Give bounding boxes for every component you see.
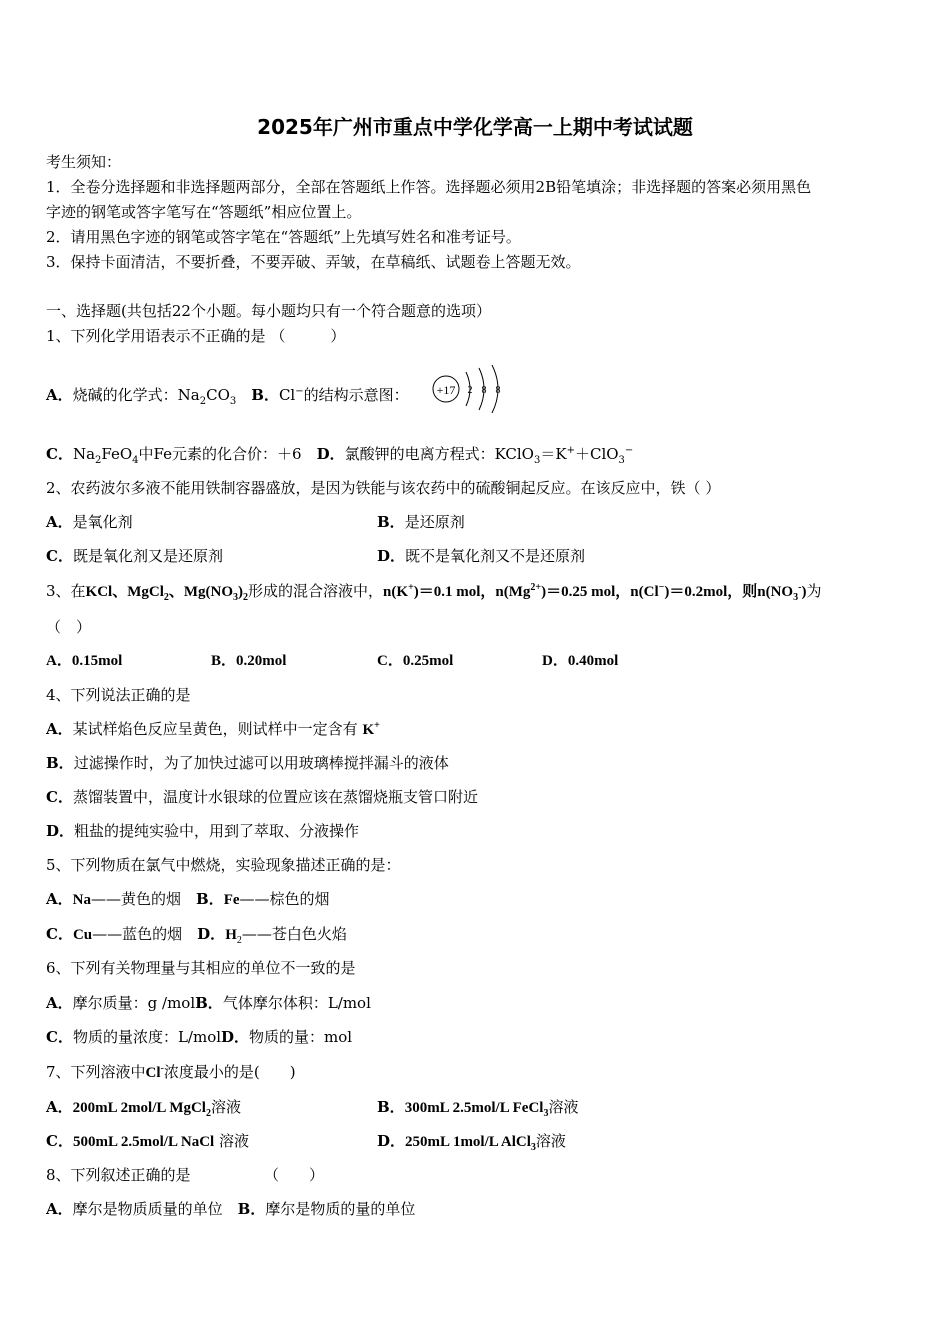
q1-option-cd [46, 444, 633, 464]
q2-option-b: B．是还原剂 [377, 513, 465, 531]
q1-d-sub: 3 [533, 455, 541, 466]
q3-option-c: C．0.25mol [377, 653, 454, 669]
atom-shell-1-count: 2 [467, 385, 473, 396]
q3-paren: （ ） [46, 618, 92, 636]
q1-c-sub2: 4 [132, 455, 139, 466]
notice-heading: 考生须知： [46, 153, 122, 171]
q4-option-c: C．蒸馏装置中，温度计水银球的位置应该在蒸馏烧瓶支管口附近 [46, 788, 478, 806]
q1-d-sup2: − [624, 445, 634, 456]
q3-option-b: B．0.20mol [211, 653, 287, 669]
q1-d-label: D． [316, 445, 345, 463]
q4-option-a: A．某试样焰色反应呈黄色，则试样中一定含有 K+ [46, 720, 380, 738]
q1-b-label: B． [251, 386, 279, 404]
q1-c-text: Na [72, 445, 96, 463]
atom-shell-2-count: 8 [481, 385, 487, 396]
q6-option-cd: C．物质的量浓度：L/molD．物质的量：mol [46, 1028, 353, 1046]
q8-paren: （ ） [264, 1166, 325, 1184]
q7-option-a: A．200mL 2mol/L MgCl$_2$溶液 [46, 1098, 241, 1119]
chloride-ion-structure-diagram [428, 364, 508, 416]
q1-d-mid2: ＋ClO [574, 445, 619, 463]
q1-c-sub1: 2 [95, 455, 102, 466]
q2-stem: 2、农药波尔多液不能用铁制容器盛放，是因为铁能与该农药中的硫酸铜起反应。在该反应中，铁（ ） [46, 479, 721, 497]
q1-a-sub1: 2 [199, 396, 207, 407]
q3-option-a: A．0.15mol [46, 653, 123, 669]
q8-option-ab: A．摩尔是物质质量的单位 B．摩尔是物质的量的单位 [46, 1200, 416, 1218]
notice-line-3: 3．保持卡面清洁，不要折叠，不要弄破、弄皱，在草稿纸、试题卷上答题无效。 [46, 253, 581, 271]
q7-option-d: D．250mL 1mol/L AlCl$_3$溶液 [377, 1132, 566, 1153]
q1-a-tail: CO [206, 386, 230, 404]
q1-c-tail: 中Fe元素的化合价：＋6 [138, 445, 302, 463]
q4-option-b: B．过滤操作时，为了加快过滤可以用玻璃棒搅拌漏斗的液体 [46, 754, 449, 772]
q5-stem: 5、下列物质在氯气中燃烧，实验现象描述正确的是： [46, 856, 401, 874]
q8-stem: 8、下列叙述正确的是 [46, 1166, 191, 1184]
q1-b-text: Cl [278, 386, 296, 404]
q6-option-ab: A．摩尔质量：g /molB．气体摩尔体积：L/mol [46, 994, 371, 1012]
q1-d-sup1: + [566, 445, 575, 456]
atom-nucleus-label: +17 [436, 383, 456, 397]
q1-option-ab [46, 385, 409, 405]
atom-shell-3-count: 8 [495, 385, 501, 396]
section-heading: 一、选择题(共包括22个小题。每小题均只有一个符合题意的选项） [46, 302, 491, 320]
q1-b-sup: − [295, 386, 304, 397]
q7-option-b: B．300mL 2.5mol/L FeCl$_3$溶液 [377, 1098, 579, 1119]
q1-a-text: 烧碱的化学式：Na [72, 386, 200, 404]
q6-stem: 6、下列有关物理量与其相应的单位不一致的是 [46, 959, 356, 977]
q2-option-c: C．既是氧化剂又是还原剂 [46, 547, 223, 565]
q3-stem: 3、在KCl、MgCl$_2$、$Mg(NO_3)_2$形成的混合溶液中，n(K+)＝0.1 mol，$n(Mg^{2+})=0.25$ mol，n(Cl−)＝0.2mol，则$n(NO_3^-)$为 [46, 582, 822, 603]
q2-option-d: D．既不是氧化剂又不是还原剂 [377, 547, 586, 565]
q4-option-d: D．粗盐的提纯实验中，用到了萃取、分液操作 [46, 822, 360, 840]
exam-title: 2025年广州市重点中学化学高一上期中考试试题 [257, 115, 693, 139]
q1-d-sub2: 3 [618, 455, 625, 466]
q1-c-mid: FeO [101, 445, 133, 463]
q7-stem: 7、下列溶液中Cl-浓度最小的是( ) [46, 1063, 296, 1081]
q2-option-a: A．是氧化剂 [46, 513, 133, 531]
q5-option-cd: C．Cu——蓝色的烟 D．$H_2——$苍白色火焰 [46, 925, 347, 946]
q1-d-mid: ＝K [540, 445, 567, 463]
q1-a-sub2: 3 [229, 396, 237, 407]
q3-option-d: D．0.40mol [542, 653, 619, 669]
q1-c-label: C． [46, 445, 73, 463]
q7-option-c: C．500mL 2.5mol/L NaCl 溶液 [46, 1132, 250, 1150]
notice-line-1b: 字迹的钢笔或答字笔写在“答题纸”相应位置上。 [46, 203, 362, 221]
q1-stem: 1、下列化学用语表示不正确的是 （ ） [46, 327, 346, 345]
q1-a-label: A． [46, 386, 73, 404]
q1-b-tail: 的结构示意图： [303, 386, 409, 404]
notice-line-1a: 1．全卷分选择题和非选择题两部分，全部在答题纸上作答。选择题必须用2B铅笔填涂；非选择题的答案必须用黑色 [46, 178, 812, 196]
q5-option-ab: A．Na——黄色的烟 B．Fe——棕色的烟 [46, 890, 330, 908]
q4-stem: 4、下列说法正确的是 [46, 686, 191, 704]
q1-d-text: 氯酸钾的电离方程式：KClO [344, 445, 534, 463]
notice-line-2: 2．请用黑色字迹的钢笔或答字笔在“答题纸”上先填写姓名和准考证号。 [46, 228, 521, 246]
